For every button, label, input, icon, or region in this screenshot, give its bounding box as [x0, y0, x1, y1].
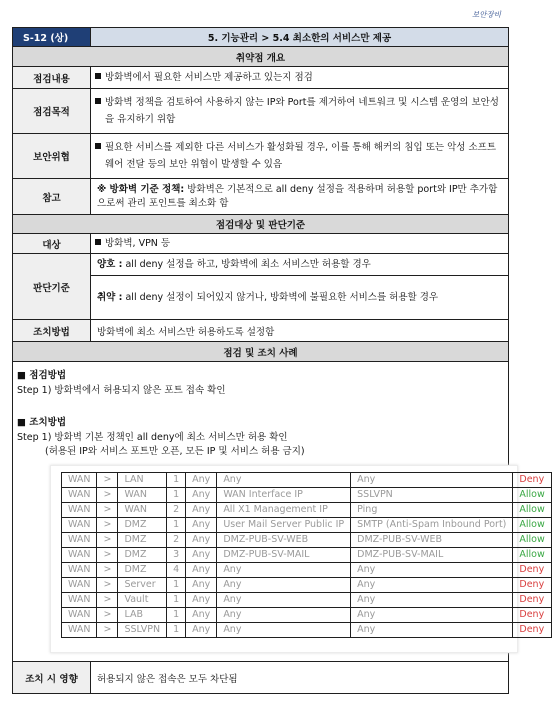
firewall-rule-table [61, 472, 552, 638]
firewall-rule-cell: Any [351, 608, 513, 623]
firewall-rule-cell: 1 [167, 473, 186, 488]
firewall-rule-cell: 3 [167, 548, 186, 563]
label-content: 점검내용 [13, 67, 91, 89]
firewall-rule-row [62, 548, 552, 563]
header-category-tag: 보안장비 [472, 10, 501, 19]
firewall-rule-cell: WAN [62, 593, 97, 608]
firewall-rule-cell: SSLVPN [118, 623, 167, 638]
firewall-rule-cell: DMZ [118, 548, 167, 563]
firewall-rule-cell: Deny [513, 623, 551, 638]
firewall-rule-cell: DMZ [118, 518, 167, 533]
bullet-square-icon [95, 98, 101, 104]
firewall-rule-cell: Allow [513, 488, 551, 503]
firewall-rule-cell: WAN [62, 608, 97, 623]
firewall-rule-row [62, 593, 552, 608]
firewall-rule-cell: > [97, 593, 118, 608]
firewall-rule-cell: > [97, 578, 118, 593]
bullet-square-icon [95, 143, 101, 149]
firewall-rule-cell: > [97, 503, 118, 518]
firewall-rule-cell: WAN [62, 623, 97, 638]
firewall-rule-cell: WAN Interface IP [217, 488, 351, 503]
label-reference: 참고 [13, 179, 91, 215]
firewall-rule-cell: 1 [167, 593, 186, 608]
firewall-rule-cell: 1 [167, 623, 186, 638]
firewall-rule-row [62, 563, 552, 578]
label-judge: 판단기준 [13, 254, 91, 320]
firewall-rule-cell: Any [217, 608, 351, 623]
firewall-rule-cell: > [97, 488, 118, 503]
firewall-rule-cell: Vault [118, 593, 167, 608]
checklist-table [12, 27, 545, 694]
firewall-rule-cell: Any [186, 518, 217, 533]
firewall-rule-cell: Any [217, 623, 351, 638]
firewall-rule-cell: 2 [167, 503, 186, 518]
firewall-rule-cell: DMZ-PUB-SV-MAIL [351, 548, 513, 563]
firewall-rule-cell: Any [186, 503, 217, 518]
firewall-rule-cell: DMZ [118, 563, 167, 578]
firewall-rule-cell: LAN [118, 473, 167, 488]
firewall-rule-cell: Allow [513, 548, 551, 563]
bullet-square-icon [95, 239, 101, 245]
firewall-rule-cell: WAN [62, 533, 97, 548]
firewall-rule-cell: 2 [167, 533, 186, 548]
firewall-rule-cell: WAN [62, 518, 97, 533]
firewall-rule-row [62, 488, 552, 503]
firewall-rule-cell: 1 [167, 608, 186, 623]
firewall-rule-cell: Any [186, 563, 217, 578]
firewall-rule-cell: Any [351, 563, 513, 578]
firewall-rule-cell: SMTP (Anti-Spam Inbound Port) [351, 518, 513, 533]
firewall-rule-cell: 1 [167, 578, 186, 593]
label-impact: 조치 시 영향 [13, 662, 91, 694]
firewall-rule-cell: WAN [62, 473, 97, 488]
label-purpose: 점검목적 [13, 89, 91, 134]
firewall-rule-cell: All X1 Management IP [217, 503, 351, 518]
case-body [13, 362, 545, 662]
firewall-rule-cell: Any [217, 473, 351, 488]
firewall-rule-cell: Allow [513, 518, 551, 533]
firewall-rule-row [62, 473, 552, 488]
firewall-rule-cell: Any [186, 623, 217, 638]
firewall-rule-cell: Deny [513, 593, 551, 608]
firewall-rule-cell: Ping [351, 503, 513, 518]
firewall-rule-cell: Any [186, 533, 217, 548]
firewall-rule-row [62, 533, 552, 548]
firewall-rule-cell: Allow [513, 503, 551, 518]
check-step-1: Step 1) 방화벽에서 허용되지 않은 포트 접속 확인 [17, 385, 226, 396]
firewall-rule-cell: > [97, 473, 118, 488]
firewall-rule-cell: Any [186, 488, 217, 503]
value-judge-good: 양호 : all deny 설정을 하고, 방화벽에 최소 서비스만 허용할 경우 [91, 254, 509, 276]
firewall-rule-cell: Deny [513, 608, 551, 623]
firewall-rule-cell: DMZ-PUB-SV-WEB [351, 533, 513, 548]
firewall-rule-row [62, 608, 552, 623]
firewall-rule-cell: > [97, 623, 118, 638]
firewall-rule-cell: WAN [62, 578, 97, 593]
firewall-rule-cell: Any [351, 593, 513, 608]
firewall-rule-cell: Server [118, 578, 167, 593]
firewall-rule-cell: WAN [62, 488, 97, 503]
firewall-rule-cell: Deny [513, 473, 551, 488]
section-cases: 점검 및 조치 사례 [13, 342, 509, 362]
firewall-rule-cell: SSLVPN [351, 488, 513, 503]
label-action: 조치방법 [13, 320, 91, 342]
value-threat: 필요한 서비스를 제외한 다른 서비스가 활성화될 경우, 이를 통해 해커의 침입 또는 악성 소프트웨어 전달 등의 보안 위협이 발생할 수 있음 [91, 134, 509, 179]
label-threat: 보안위협 [13, 134, 91, 179]
firewall-rule-cell: Any [186, 578, 217, 593]
firewall-rule-row [62, 503, 552, 518]
firewall-rule-cell: 1 [167, 488, 186, 503]
value-action: 방화벽에 최소 서비스만 허용하도록 설정함 [91, 320, 509, 342]
check-method-heading: ■ 점검방법 [17, 370, 66, 381]
firewall-rule-cell: WAN [62, 503, 97, 518]
firewall-rule-cell: Deny [513, 578, 551, 593]
section-criteria: 점검대상 및 판단기준 [13, 215, 509, 234]
firewall-rule-cell: > [97, 563, 118, 578]
firewall-rule-cell: WAN [62, 563, 97, 578]
firewall-rule-cell: DMZ [118, 533, 167, 548]
fix-method-heading: ■ 조치방법 [17, 417, 66, 428]
firewall-policy-screenshot [50, 465, 545, 653]
section-overview: 취약점 개요 [13, 47, 509, 67]
firewall-rule-cell: Any [351, 578, 513, 593]
firewall-rule-cell: Any [186, 473, 217, 488]
firewall-rule-cell: Any [217, 593, 351, 608]
fix-step-1: Step 1) 방화벽 기본 정책인 all deny에 최소 서비스만 허용 확인 [17, 432, 288, 443]
firewall-rule-cell: DMZ-PUB-SV-WEB [217, 533, 351, 548]
firewall-rule-cell: WAN [62, 548, 97, 563]
firewall-rule-cell: Any [351, 623, 513, 638]
value-reference: ※ 방화벽 기준 정책: 방화벽은 기본적으로 all deny 설정을 적용하며 허용할 port와 IP만 추가함으로써 관리 포인트를 최소화 함 [91, 179, 509, 215]
value-target: 방화벽, VPN 등 [91, 234, 509, 254]
firewall-rule-cell: Any [186, 548, 217, 563]
firewall-rule-cell: DMZ-PUB-SV-MAIL [217, 548, 351, 563]
label-target: 대상 [13, 234, 91, 254]
firewall-rule-cell: 4 [167, 563, 186, 578]
firewall-rule-cell: WAN [118, 488, 167, 503]
firewall-rule-cell: User Mail Server Public IP [217, 518, 351, 533]
firewall-rule-cell: 1 [167, 518, 186, 533]
value-impact: 허용되지 않은 접속은 모두 차단됨 [91, 662, 509, 694]
firewall-rule-row [62, 518, 552, 533]
firewall-rule-row [62, 623, 552, 638]
firewall-rule-cell: Deny [513, 563, 551, 578]
firewall-rule-cell: Allow [513, 533, 551, 548]
firewall-rule-cell: > [97, 533, 118, 548]
firewall-rule-row [62, 578, 552, 593]
fix-step-1-detail: (허용된 IP와 서비스 포트만 오픈, 모든 IP 및 서비스 허용 금지) [45, 446, 305, 457]
value-content: 방화벽에서 필요한 서비스만 제공하고 있는지 점검 [91, 67, 509, 89]
value-judge-bad: 취약 : all deny 설정이 되어있지 않거나, 방화벽에 불필요한 서비스를 허용할 경우 [91, 276, 509, 320]
firewall-rule-cell: Any [186, 608, 217, 623]
firewall-rule-cell: Any [351, 473, 513, 488]
firewall-rule-cell: LAB [118, 608, 167, 623]
item-title: 5. 기능관리 > 5.4 최소한의 서비스만 제공 [91, 28, 509, 47]
firewall-rule-cell: > [97, 608, 118, 623]
firewall-rule-cell: Any [186, 593, 217, 608]
firewall-rule-cell: > [97, 548, 118, 563]
firewall-rule-cell: Any [217, 578, 351, 593]
firewall-rule-cell: > [97, 518, 118, 533]
item-code: S-12 (상) [13, 28, 91, 47]
firewall-rule-cell: Any [217, 563, 351, 578]
firewall-rule-cell: WAN [118, 503, 167, 518]
value-purpose: 방화벽 정책을 검토하여 사용하지 않는 IP와 Port를 제거하여 네트워크 및 시스템 운영의 보안성을 유지하기 위함 [91, 89, 509, 134]
bullet-square-icon [95, 73, 101, 79]
